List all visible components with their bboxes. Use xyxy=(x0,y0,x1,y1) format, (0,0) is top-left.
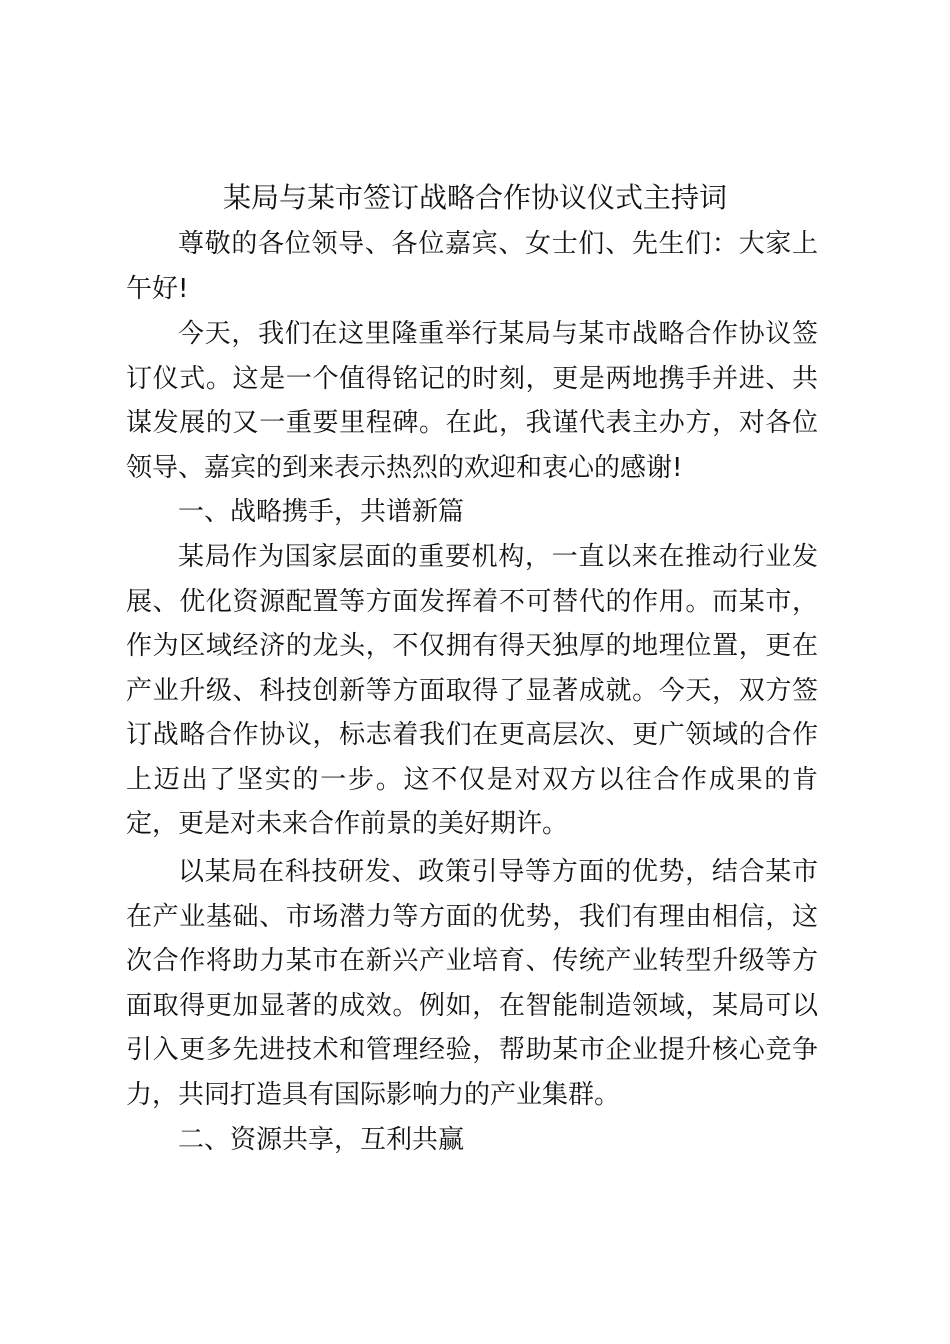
document-title: 某局与某市签订战略合作协议仪式主持词 xyxy=(222,181,727,214)
section-1-paragraph-1: 某局作为国家层面的重要机构，一直以来在推动行业发展、优化资源配置等方面发挥着不可替代的作用。而某市，作为区域经济的龙头，不仅拥有得天独厚的地理位置，更在产业升级、科技创新等方面取得了显著成就。今天，双方签订战略合作协议，标志着我们在更高层次、更广领域的合作上迈出了坚实的一步。这不仅是对双方以往合作成果的肯定，更是对未来合作前景的美好期许。 xyxy=(126,542,818,839)
section-1-heading: 一、战略携手，共谱新篇 xyxy=(178,497,465,527)
section-2-heading: 二、资源共享，互利共赢 xyxy=(178,1125,465,1155)
greeting-paragraph: 尊敬的各位领导、各位嘉宾、女士们、先生们：大家上午好! xyxy=(126,229,818,304)
intro-paragraph: 今天，我们在这里隆重举行某局与某市战略合作协议签订仪式。这是一个值得铭记的时刻，更是两地携手并进、共谋发展的又一重要里程碑。在此，我谨代表主办方，对各位领导、嘉宾的到来表示热烈的欢迎和衷心的感谢! xyxy=(126,319,818,483)
section-1-paragraph-2: 以某局在科技研发、政策引导等方面的优势，结合某市在产业基础、市场潜力等方面的优势，我们有理由相信，这次合作将助力某市在新兴产业培育、传统产业转型升级等方面取得更加显著的成效。例如，在智能制造领域，某局可以引入更多先进技术和管理经验，帮助某市企业提升核心竞争力，共同打造具有国际影响力的产业集群。 xyxy=(126,857,818,1110)
